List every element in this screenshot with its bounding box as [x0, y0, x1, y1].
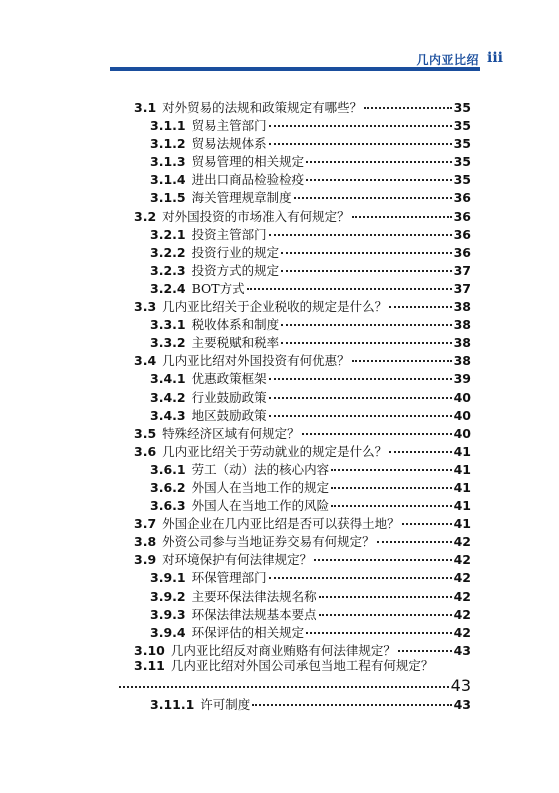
toc-entry-page: 40: [453, 407, 471, 423]
toc-entry[interactable]: [0, 295, 559, 313]
toc-leader-dots: [306, 165, 451, 181]
toc-entry[interactable]: [0, 313, 559, 331]
toc-entry-title: 地区鼓励政策: [191, 407, 267, 423]
toc-leader-dots: [364, 93, 451, 109]
toc-entry[interactable]: [0, 530, 559, 548]
toc-entry-page: 36: [453, 244, 471, 260]
toc-entry-title: 投资行业的规定: [191, 244, 280, 260]
toc-leader-dots: [269, 111, 452, 127]
toc-leader-dots: [389, 292, 451, 308]
toc-entry-number: 3.9.2: [150, 588, 186, 604]
page-number: iii: [487, 50, 503, 66]
toc-entry-page: 38: [453, 353, 471, 369]
toc-entry[interactable]: [0, 458, 559, 476]
toc-entry-title: 优惠政策框架: [191, 371, 267, 387]
toc-entry-title: 环保评估的相关规定: [191, 624, 305, 640]
toc-entry[interactable]: [0, 621, 559, 639]
toc-entry-page: 42: [453, 570, 471, 586]
toc-entry-title: 几内亚比绍反对商业贿赂有何法律规定？: [170, 642, 396, 658]
toc-entry[interactable]: [0, 186, 559, 204]
toc-entry-page: 42: [453, 552, 471, 568]
toc-entry-page: 35: [453, 100, 471, 115]
toc-entry-title: 行业鼓励政策: [191, 389, 267, 405]
toc-entry-title: 外国人在当地工作的规定: [191, 479, 330, 495]
toc-entry-page: 43: [453, 642, 471, 658]
toc-entry-number: 3.2.4: [150, 280, 186, 296]
toc-leader-dots: [398, 636, 452, 652]
toc-entry-title: 环保法律法规基本要点: [191, 606, 317, 622]
table-of-contents: [0, 96, 559, 711]
toc-entry[interactable]: [0, 693, 559, 711]
toc-entry-number: 3.4.2: [150, 389, 186, 405]
toc-entry-page: 36: [453, 208, 471, 224]
toc-leader-dots: [281, 328, 451, 344]
toc-entry-title: 贸易管理的相关规定: [191, 154, 305, 170]
toc-entry-number: 3.1.2: [150, 136, 186, 152]
toc-entry-number: 3.1.3: [150, 154, 186, 170]
toc-entry-number: 3.2.1: [150, 226, 186, 242]
toc-leader-dots: [389, 437, 451, 453]
toc-leader-dots: [402, 509, 452, 525]
toc-entry-title: 外国人在当地工作的风险: [191, 498, 330, 514]
toc-entry-title: 贸易主管部门: [191, 118, 267, 134]
toc-entry[interactable]: [0, 476, 559, 494]
toc-leader-dots: [269, 220, 452, 236]
toc-entry-page: 40: [453, 425, 471, 441]
toc-entry-number: 3.6: [134, 443, 157, 459]
toc-leader-dots: [269, 129, 452, 145]
toc-entry-number: 3.5: [134, 425, 157, 441]
toc-entry-title: 投资方式的规定: [191, 262, 280, 278]
toc-entry-page: 35: [453, 154, 471, 170]
page-header: [0, 0, 559, 80]
toc-leader-dots: [331, 491, 451, 507]
toc-entry-title: 主要环保法律法规名称: [191, 588, 317, 604]
toc-entry-page: 38: [453, 317, 471, 333]
toc-leader-dots: [352, 346, 452, 362]
toc-leader-dots: [281, 310, 451, 326]
toc-entry-title: BOT方式: [191, 280, 245, 296]
toc-leader-dots: [294, 183, 452, 199]
toc-entry-title: 对外国投资的市场准入有何规定？: [162, 208, 350, 224]
toc-entry-number: 3.9.3: [150, 606, 186, 622]
toc-entry[interactable]: [0, 241, 559, 259]
toc-entry-page: 42: [453, 606, 471, 622]
toc-entry-title: 进出口商品检验检疫: [191, 172, 305, 188]
toc-leader-dots: [269, 563, 452, 579]
toc-entry-title: 海关管理规章制度: [191, 190, 292, 206]
toc-entry-page: 42: [453, 624, 471, 640]
toc-leader-dots: [314, 545, 451, 561]
toc-entry[interactable]: [0, 494, 559, 512]
toc-entry-number: 3.2.3: [150, 262, 186, 278]
toc-entry-number: 3.6.3: [150, 498, 186, 514]
toc-leader-dots: [281, 238, 451, 254]
toc-leader-dots: [319, 600, 452, 616]
toc-entry-number: 3.10: [134, 642, 165, 658]
toc-entry-title: 外国企业在几内亚比绍是否可以获得土地？: [162, 516, 400, 532]
toc-entry-number: 3.3.2: [150, 335, 186, 351]
toc-entry-page: 41: [453, 479, 471, 495]
toc-entry-number: 3.3: [134, 299, 157, 315]
toc-entry-page: 39: [453, 371, 471, 387]
toc-entry-number: 3.6.1: [150, 461, 186, 477]
toc-entry-title: 投资主管部门: [191, 226, 267, 242]
toc-entry-title: 几内亚比绍关于企业税收的规定是什么？: [162, 299, 388, 315]
toc-entry-title: 税收体系和制度: [191, 317, 280, 333]
toc-entry-number: 3.11.1: [150, 697, 195, 713]
toc-entry-title: 环保管理部门: [191, 570, 267, 586]
toc-entry-number: 3.6.2: [150, 479, 186, 495]
toc-entry-page: 42: [453, 534, 471, 550]
toc-entry-title: 几内亚比绍关于劳动就业的规定是什么？: [162, 443, 388, 459]
toc-entry-number: 3.11: [134, 657, 165, 673]
toc-entry-title: 几内亚比绍对外国公司承包当地工程有何规定？: [170, 657, 434, 673]
toc-entry-number: 3.9.1: [150, 570, 186, 586]
toc-entry-page: 43: [450, 676, 471, 695]
toc-entry[interactable]: [0, 585, 559, 603]
toc-leader-dots: [377, 527, 452, 543]
toc-leader-dots: [331, 473, 451, 489]
toc-entry-page: 43: [453, 697, 471, 713]
toc-entry[interactable]: [0, 404, 559, 422]
toc-entry-page: 35: [453, 172, 471, 188]
toc-entry-number: 3.1: [134, 100, 157, 115]
toc-entry-page: 40: [453, 389, 471, 405]
toc-entry[interactable]: [0, 603, 559, 621]
toc-leader-dots: [247, 274, 452, 290]
toc-entry-title: 劳工（动）法的核心内容: [191, 461, 330, 477]
toc-entry-page: 35: [453, 136, 471, 152]
toc-entry-title: 贸易法规体系: [191, 136, 267, 152]
toc-entry[interactable]: [0, 639, 559, 657]
toc-entry-page: 41: [453, 516, 471, 532]
toc-entry-number: 3.1.5: [150, 190, 186, 206]
toc-entry[interactable]: [0, 422, 559, 440]
toc-entry-page: 38: [453, 335, 471, 351]
header-rule: [110, 67, 480, 71]
toc-entry-title: 对环境保护有何法律规定？: [162, 552, 313, 568]
toc-leader-dots: [269, 383, 452, 399]
toc-entry-number: 3.1.1: [150, 118, 186, 134]
toc-entry[interactable]: [0, 566, 559, 584]
toc-entry-title: 几内亚比绍对外国投资有何优惠？: [162, 353, 350, 369]
toc-entry-number: 3.3.1: [150, 317, 186, 333]
toc-entry-title: 对外贸易的法规和政策规定有哪些？: [162, 100, 363, 115]
toc-entry-page: 41: [453, 498, 471, 514]
toc-entry-number: 3.4: [134, 353, 157, 369]
toc-entry-number: 3.1.4: [150, 172, 186, 188]
toc-entry[interactable]: [0, 512, 559, 530]
toc-entry-page: 37: [453, 280, 471, 296]
toc-entry[interactable]: [0, 440, 559, 458]
toc-entry[interactable]: [0, 331, 559, 349]
toc-entry[interactable]: [0, 132, 559, 150]
toc-entry-title: 许可制度: [200, 697, 251, 713]
toc-entry-number: 3.9: [134, 552, 157, 568]
toc-entry-page: 36: [453, 226, 471, 242]
toc-entry-number: 3.2.2: [150, 244, 186, 260]
toc-leader-dots: [269, 401, 452, 417]
toc-entry-number: 3.8: [134, 534, 157, 550]
toc-leader-dots: [269, 364, 452, 380]
toc-entry[interactable]: [0, 168, 559, 186]
toc-leader-dots: [331, 455, 451, 471]
toc-entry-page: 36: [453, 190, 471, 206]
running-header-title: 几内亚比绍: [416, 53, 479, 67]
toc-leader-dots: [281, 256, 451, 272]
toc-entry-title: 特殊经济区域有何规定？: [162, 425, 300, 441]
toc-leader-dots: [306, 618, 451, 634]
toc-entry-number: 3.4.3: [150, 407, 186, 423]
toc-leader-dots: [119, 672, 449, 688]
toc-entry[interactable]: [0, 277, 559, 295]
toc-entry-page: 42: [453, 588, 471, 604]
toc-leader-dots: [306, 147, 451, 163]
toc-entry-number: 3.4.1: [150, 371, 186, 387]
toc-entry-number: 3.9.4: [150, 624, 186, 640]
toc-entry-title: 主要税赋和税率: [191, 335, 280, 351]
toc-entry-number: 3.2: [134, 208, 157, 224]
toc-leader-dots: [352, 202, 452, 218]
toc-entry-page: 41: [453, 443, 471, 459]
toc-entry-page: 38: [453, 299, 471, 315]
toc-entry-page: 35: [453, 118, 471, 134]
toc-leader-dots: [302, 419, 452, 435]
toc-entry-page: 37: [453, 262, 471, 278]
toc-entry-number: 3.7: [134, 516, 157, 532]
toc-leader-dots: [252, 690, 451, 706]
toc-entry-page: 41: [453, 461, 471, 477]
toc-entry[interactable]: [0, 223, 559, 241]
toc-entry[interactable]: [0, 150, 559, 168]
toc-entry-title: 外资公司参与当地证券交易有何规定？: [162, 534, 375, 550]
toc-leader-dots: [319, 582, 452, 598]
